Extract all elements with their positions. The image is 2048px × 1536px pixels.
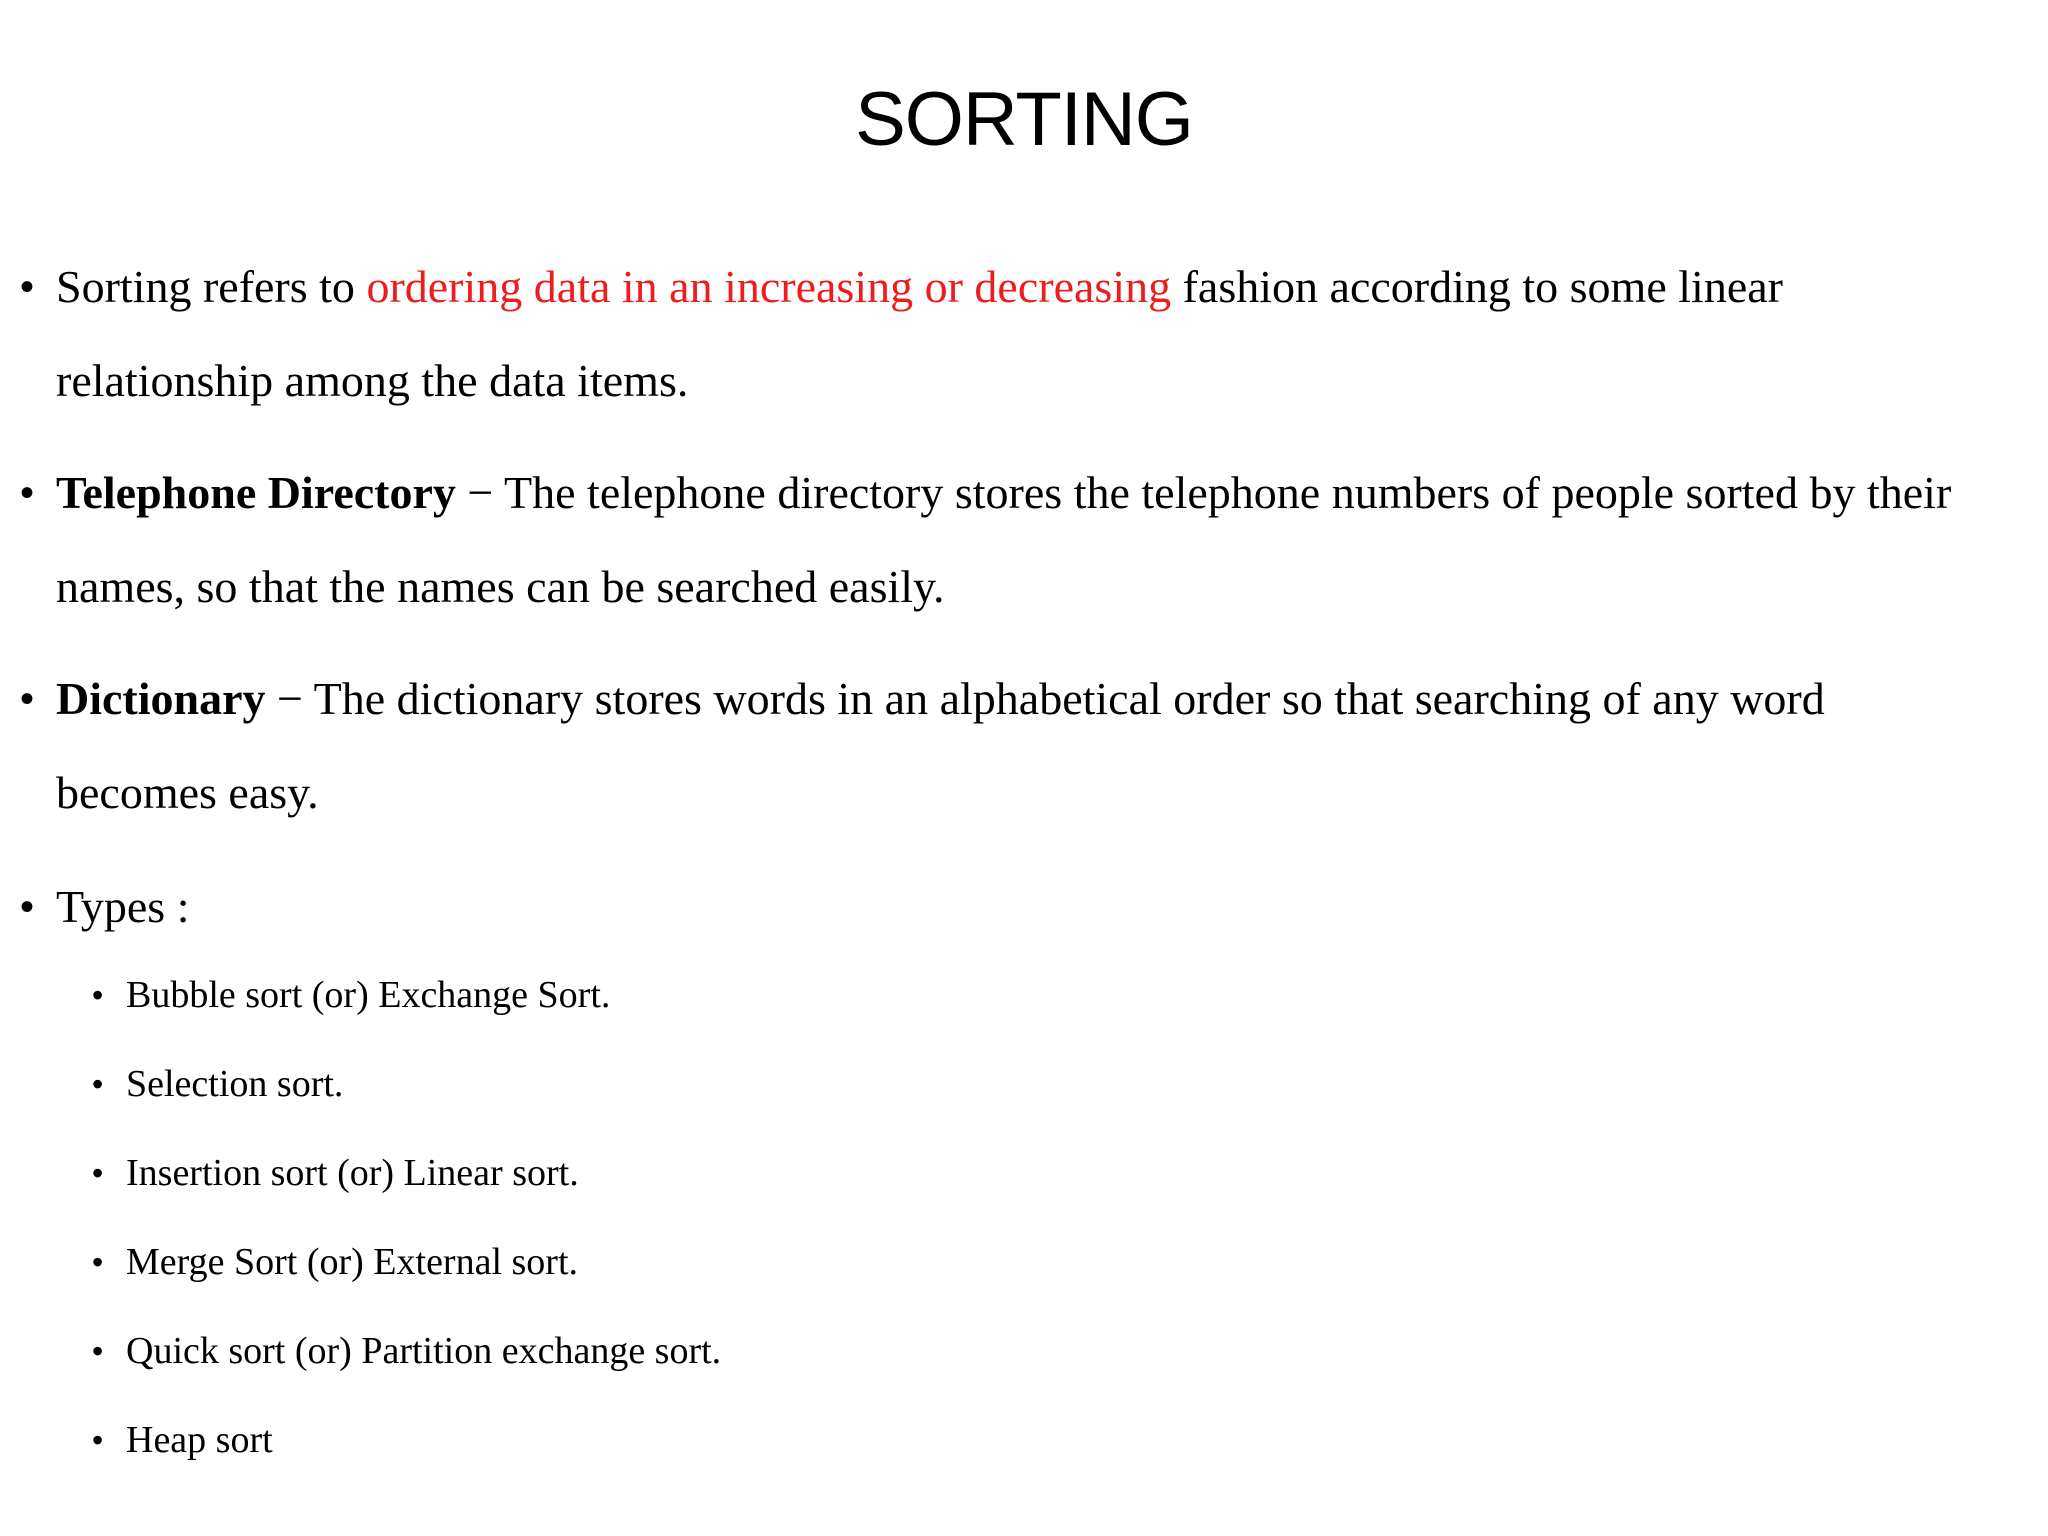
bullet-text: − The dictionary stores words in an alphabetical order so that searching of any word becomes easy. [56,673,1825,818]
sub-bullet-dot: • [92,977,104,1013]
bullet-dot: • [20,265,35,309]
bullet-dot: • [20,471,35,515]
bullet-dot: • [20,885,35,929]
list-item-text: Bubble sort (or) Exchange Sort. [126,974,611,1016]
list-item [92,1059,344,1109]
bullet-term: Dictionary [56,673,266,724]
list-item [92,1237,579,1287]
highlighted-text: ordering data in an increasing or decreasing [366,261,1172,312]
bullet-dot: • [20,677,35,721]
list-item-text: Insertion sort (or) Linear sort. [126,1152,579,1194]
list-item [92,970,611,1020]
bullet-telephone-directory [20,446,1956,634]
sub-bullet-dot: • [92,1333,104,1369]
list-item [92,1148,579,1198]
list-item-text: Selection sort. [126,1063,344,1105]
bullet-term: Telephone Directory [56,467,456,518]
sub-bullet-dot: • [92,1422,104,1458]
bullet-sorting-definition [20,240,1956,428]
slide-title: SORTING [855,77,1193,162]
bullet-text: Sorting refers to [56,261,367,312]
sub-bullet-dot: • [92,1066,104,1102]
list-item-text: Heap sort [126,1419,273,1461]
bullet-text: − The telephone directory stores the telephone numbers of people sorted by their names, so that the names can be searched easily. [56,467,1952,612]
bullet-dictionary [20,652,1956,840]
list-item-text: Merge Sort (or) External sort. [126,1241,579,1283]
bullet-text: Types : [56,881,190,932]
sub-bullet-dot: • [92,1244,104,1280]
sub-bullet-dot: • [92,1155,104,1191]
list-item [92,1326,722,1376]
list-item [92,1415,273,1465]
list-item-text: Quick sort (or) Partition exchange sort. [126,1330,722,1372]
bullet-types [20,860,1956,954]
bullet-text: fashion according to some linear relationship among the data items. [56,261,1783,406]
